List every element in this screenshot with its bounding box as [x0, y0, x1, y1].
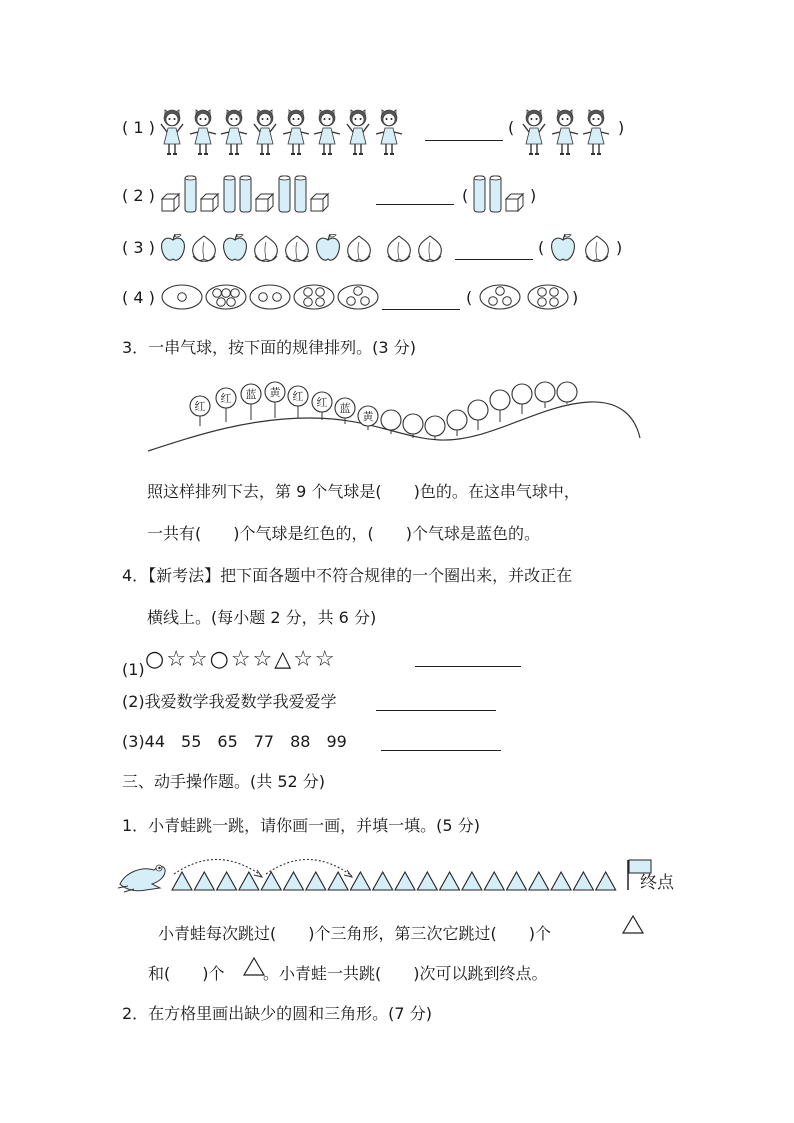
apple-icon: [317, 234, 340, 260]
oval-three-dots-icon: [480, 285, 520, 309]
triangle-icon: [217, 872, 237, 890]
balloon-icon: [425, 416, 445, 440]
cube-cylinder-answer-options: [472, 172, 528, 216]
girl-arms-up-icon: [254, 110, 276, 154]
q3-title: 3．一串气球，按下面的规律排列。(3 分): [122, 338, 416, 357]
girl-arms-out-icon: [552, 110, 578, 154]
triangle-icon: [417, 872, 437, 890]
cylinder-icon: [474, 176, 485, 212]
girl-arms-out-icon: [376, 110, 402, 154]
paren-open-1: (: [508, 118, 515, 137]
balloon-label: 黄: [362, 410, 374, 423]
oval-four-dots-icon: [294, 285, 334, 309]
balloon-label: 红: [292, 390, 304, 403]
cylinder-icon: [185, 176, 196, 212]
frog-icon: [118, 865, 165, 892]
girl-arms-out-icon: [190, 110, 216, 154]
balloon-label: 黄: [269, 386, 281, 399]
q4-item2: (2)我爱数学我爱数学我爱爱学: [122, 692, 337, 711]
q4-item1-blank[interactable]: [415, 666, 521, 667]
balloon-icon: [468, 400, 488, 430]
cylinder-icon: [224, 176, 235, 212]
balloon-icon: [557, 382, 577, 404]
balloon-hill-illustration: [140, 376, 645, 456]
apple-peach-answer-options: [548, 232, 614, 266]
q3-line2: 一共有( )个气球是红色的，( )个气球是蓝色的。: [147, 524, 540, 543]
answer-blank-2[interactable]: [376, 204, 454, 205]
triangle-icon: [395, 872, 415, 890]
girls-answer-options: [520, 104, 616, 160]
answer-blank-3[interactable]: [455, 259, 533, 260]
triangle-icon: [328, 872, 348, 890]
row-label-2: ( 2 ): [122, 186, 155, 205]
triangle-icon: [373, 872, 393, 890]
girl-arms-out-icon: [583, 110, 609, 154]
cube-icon: [311, 194, 328, 211]
girls-pattern: [158, 104, 418, 160]
q2-title: 2．在方格里画出缺少的圆和三角形。(7 分): [122, 1004, 432, 1023]
frog-question-title: 1．小青蛙跳一跳，请你画一画，并填一填。(5 分): [122, 816, 480, 835]
cube-icon: [256, 194, 273, 211]
apple-peach-pattern: [160, 232, 450, 266]
triangle-icon: [573, 872, 593, 890]
row-label-3: ( 3 ): [122, 238, 155, 257]
apple-icon: [552, 234, 575, 260]
triangle-icon: [440, 872, 460, 890]
balloon-icon: [288, 386, 308, 418]
paren-open-3: (: [538, 238, 545, 257]
q3-line1: 照这样排列下去，第 9 个气球是( )色的。在这串气球中，: [147, 482, 580, 501]
oval-one-dot-icon: [162, 285, 202, 309]
triangle-icon: [261, 872, 281, 890]
paren-close-2: ): [530, 186, 537, 205]
apple-icon: [162, 234, 185, 260]
girl-arms-up-icon: [161, 110, 183, 154]
balloon-label: 蓝: [245, 388, 257, 401]
balloon-icon: [241, 384, 261, 420]
peach-icon: [419, 236, 442, 261]
paren-open-2: (: [462, 186, 469, 205]
triangle-icon: [622, 914, 644, 934]
triangle-icon: [239, 872, 259, 890]
peach-icon: [255, 236, 278, 261]
q4-item3: (3)44 55 65 77 88 99: [122, 732, 347, 751]
cylinder-icon: [295, 176, 306, 212]
balloon-icon: [512, 384, 532, 414]
triangle-icon: [306, 872, 326, 890]
row-label-1: ( 1 ): [122, 118, 155, 137]
triangle-icon: [551, 872, 571, 890]
cube-cylinder-pattern: [160, 172, 360, 216]
oval-four-dots-icon: [528, 285, 568, 309]
cube-icon: [506, 194, 523, 211]
girl-arms-out-icon: [283, 110, 309, 154]
oval-five-dots-icon: [206, 285, 246, 309]
girl-arms-out-icon: [314, 110, 340, 154]
balloon-label: 红: [316, 396, 328, 409]
peach-icon: [388, 236, 411, 261]
answer-blank-1[interactable]: [425, 140, 503, 141]
paren-close-4: ): [572, 288, 579, 307]
oval-dots-pattern: [160, 283, 382, 313]
peach-icon: [348, 236, 371, 261]
triangle-icon: [243, 956, 265, 976]
row-label-4: ( 4 ): [122, 288, 155, 307]
triangle-icon: [507, 872, 527, 890]
section3-title: 三、动手操作题。(共 52 分): [122, 772, 326, 791]
q4-item3-blank[interactable]: [381, 750, 501, 751]
balloon-label: 红: [194, 400, 206, 413]
frog-line2-b: 。小青蛙一共跳( )次可以跳到终点。: [263, 964, 548, 983]
balloon-icon: [381, 410, 401, 434]
q4-item1-label: (1): [122, 660, 145, 679]
balloon-icon: [490, 390, 510, 422]
balloon-icon: [312, 392, 332, 420]
triangle-icon: [484, 872, 504, 890]
balloon-icon: [265, 382, 285, 418]
cylinder-icon: [279, 176, 290, 212]
peach-icon: [286, 236, 309, 261]
q4-item1-shapes: ○☆☆○☆☆△☆☆: [145, 647, 337, 672]
triangle-icon: [596, 872, 616, 890]
q4-title-line1: 4．【新考法】把下面各题中不符合规律的一个圈出来，并改正在: [122, 566, 573, 585]
balloon-icon: [216, 388, 236, 422]
cube-icon: [201, 194, 218, 211]
girl-arms-up-icon: [523, 110, 545, 154]
oval-dots-answer-options: [478, 283, 574, 313]
girl-arms-out-icon: [221, 110, 247, 154]
apple-icon: [224, 234, 247, 260]
oval-three-dots-icon: [338, 285, 378, 309]
triangle-icon: [529, 872, 549, 890]
triangle-icon: [172, 872, 192, 890]
cylinder-icon: [490, 176, 501, 212]
triangle-icon: [194, 872, 214, 890]
paren-close-1: ): [618, 118, 625, 137]
answer-blank-4[interactable]: [382, 309, 460, 310]
frog-line2-a: 和( )个: [148, 964, 225, 983]
q4-title-line2: 横线上。(每小题 2 分，共 6 分): [147, 608, 377, 627]
peach-icon: [193, 236, 216, 261]
paren-close-3: ): [616, 238, 623, 257]
cube-icon: [162, 194, 179, 211]
frog-jump-illustration: [116, 848, 676, 898]
triangle-icon: [284, 872, 304, 890]
cylinder-icon: [240, 176, 251, 212]
finish-label: 终点: [640, 873, 674, 893]
girl-arms-up-icon: [347, 110, 369, 154]
triangle-icon: [350, 872, 370, 890]
balloon-icon: [190, 396, 210, 426]
q4-item2-blank[interactable]: [376, 710, 496, 711]
arrow-icon: [254, 870, 262, 877]
balloon-icon: [447, 410, 467, 436]
frog-line1: 小青蛙每次跳过( )个三角形，第三次它跳过( )个: [158, 924, 551, 943]
balloon-icon: [535, 382, 555, 408]
balloon-label: 红: [220, 392, 232, 405]
triangle-icon: [462, 872, 482, 890]
peach-icon: [586, 236, 609, 261]
balloon-label: 蓝: [339, 402, 351, 415]
paren-open-4: (: [466, 288, 473, 307]
oval-two-dots-icon: [250, 285, 290, 309]
